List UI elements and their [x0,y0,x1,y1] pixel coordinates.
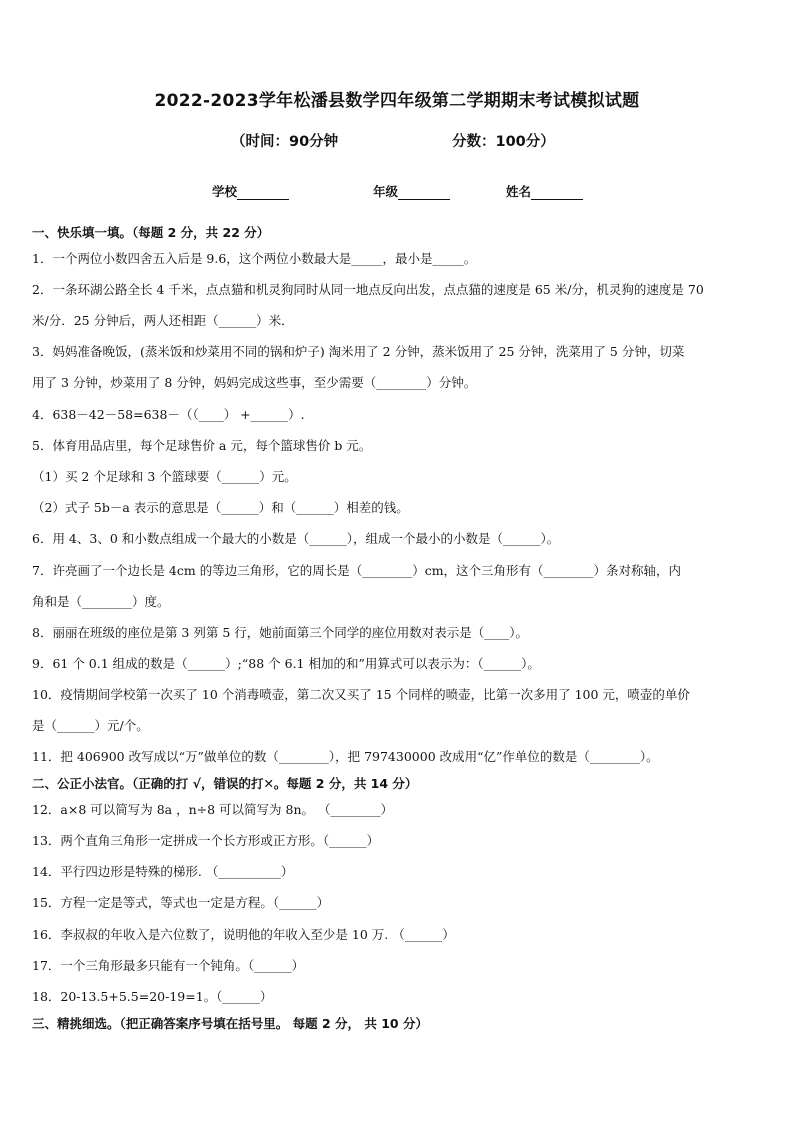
name-field[interactable] [506,182,583,200]
section-heading-2: 二、公正小法官。（正确的打 √，错误的打✕。每题 2 分，共 14 分） [32,776,418,791]
section-heading-1: 一、快乐填一填。（每题 2 分，共 22 分） [32,225,270,240]
question-line: 3．妈妈准备晚饭，(蒸米饭和炒菜用不同的锅和炉子) 淘米用了 2 分钟，蒸米饭用了 25 分钟，洗菜用了 5 分钟，切菜 [32,344,685,359]
grade-label: 年级 [373,184,399,199]
exam-time: （时间：90分钟 [231,134,339,150]
question-line: 2．一条环湖公路全长 4 千米，点点猫和机灵狗同时从同一地点反向出发，点点猫的速度是 65 米/分，机灵狗的速度是 70 [32,282,704,297]
question-line: 12．a×8 可以简写为 8a ，n÷8 可以简写为 8n。 （________） [32,802,394,817]
question-line: 17．一个三角形最多只能有一个钝角。（______） [32,958,305,973]
question-line: 6．用 4、3、0 和小数点组成一个最大的小数是（______），组成一个最小的小数是（______）。 [32,531,560,546]
question-line: 16．李叔叔的年收入是六位数了，说明他的年收入至少是 10 万. （______） [32,927,455,942]
question-line: 14．平行四边形是特殊的梯形. （__________） [32,864,294,879]
question-line: 18．20-13.5+5.5=20-19=1。（______） [32,989,273,1004]
question-line: 1．一个两位小数四舍五入后是 9.6，这个两位小数最大是_____，最小是_____。 [32,251,477,266]
question-line: 用了 3 分钟，炒菜用了 8 分钟，妈妈完成这些事，至少需要（________）分钟。 [32,375,477,390]
exam-score: 分数：100分） [452,134,555,150]
question-line: 15．方程一定是等式，等式也一定是方程。（______） [32,895,330,910]
question-line: 8．丽丽在班级的座位是第 3 列第 5 行，她前面第三个同学的座位用数对表示是（____）。 [32,625,529,640]
question-line: 角和是（________）度。 [32,594,170,609]
question-line: 是（______）元/个。 [32,718,149,733]
question-line: 9．61 个 0.1 组成的数是（______）;“88 个 6.1 相加的和”用算式可以表示为：（______）。 [32,656,540,671]
page-title: 2022-2023学年松潘县数学四年级第二学期期末考试模拟试题 [154,91,640,111]
question-line: 4．638－42－58=638－（（____） +______）. [32,407,305,422]
grade-blank[interactable] [398,187,450,200]
question-line: 7．许亮画了一个边长是 4cm 的等边三角形，它的周长是（________）cm，这个三角形有（________）条对称轴，内 [32,563,682,578]
question-line: 5．体育用品店里，每个足球售价 a 元，每个篮球售价 b 元。 [32,438,372,453]
grade-field[interactable] [373,182,450,200]
school-blank[interactable] [237,187,289,200]
name-blank[interactable] [531,187,583,200]
question-line: （1）买 2 个足球和 3 个篮球要（______）元。 [32,469,297,484]
question-line: 13．两个直角三角形一定拼成一个长方形或正方形。（______） [32,833,380,848]
question-line: 米/分．25 分钟后，两人还相距（______）米． [32,313,294,328]
school-field[interactable] [212,182,289,200]
name-label: 姓名 [506,184,532,199]
school-label: 学校 [212,184,238,199]
question-line: （2）式子 5b－a 表示的意思是（______）和（______）相差的钱。 [32,500,409,515]
question-line: 11．把 406900 改写成以“万”做单位的数（________），把 797430000 改成用“亿”作单位的数是（________）。 [32,749,659,764]
section-heading-3: 三、精挑细选。（把正确答案序号填在括号里。 每题 2 分， 共 10 分） [32,1016,428,1031]
question-line: 10．疫情期间学校第一次买了 10 个消毒喷壶，第二次又买了 15 个同样的喷壶，比第一次多用了 100 元，喷壶的单价 [32,687,690,702]
